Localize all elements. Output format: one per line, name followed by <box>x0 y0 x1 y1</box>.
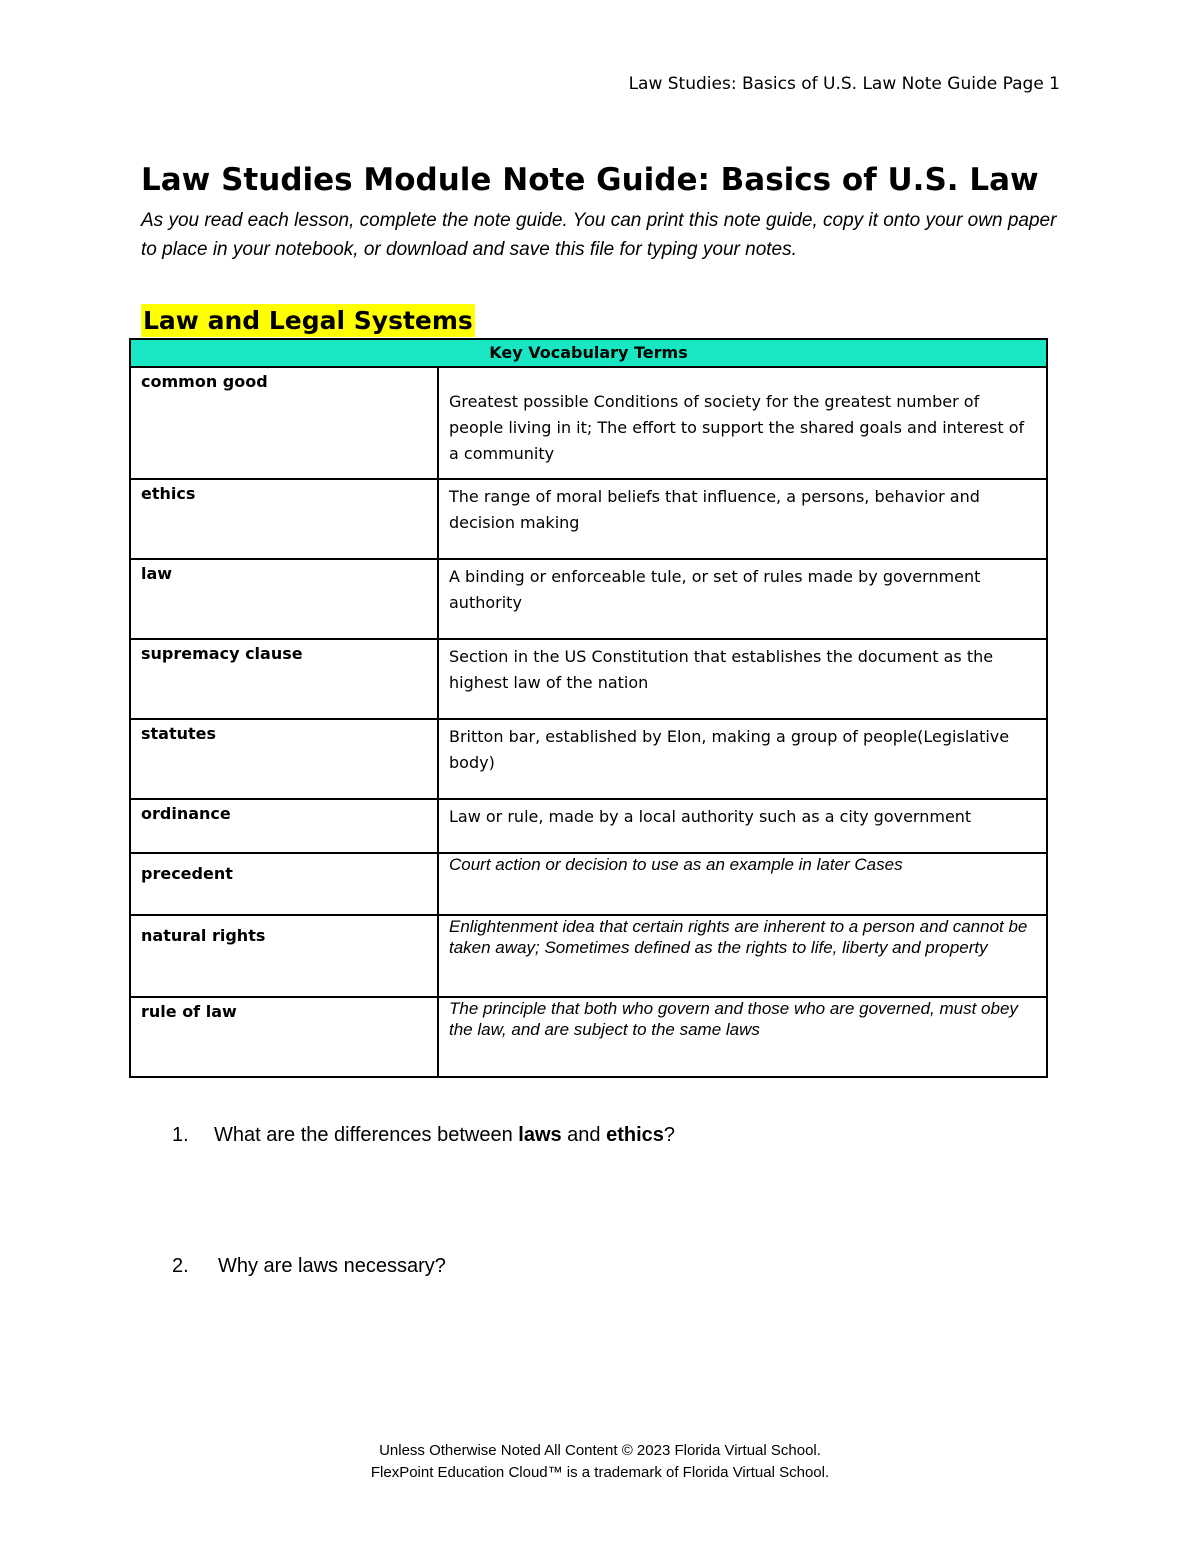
question-text: What are the differences between <box>214 1124 519 1146</box>
question-text: ? <box>663 1124 676 1146</box>
table-row <box>130 915 1047 997</box>
table-row <box>130 997 1047 1077</box>
definition-cell[interactable]: The principle that both who govern and those who are governed, must obey the law, and are subject to the same laws <box>438 997 1047 1077</box>
table-row <box>130 799 1047 853</box>
vocabulary-table <box>129 338 1048 1078</box>
table-row <box>130 367 1047 479</box>
term-cell: statutes <box>130 719 438 799</box>
term-cell: law <box>130 559 438 639</box>
term-cell: common good <box>130 367 438 479</box>
definition-cell[interactable]: Law or rule, made by a local authority such as a city government <box>438 799 1047 853</box>
term-cell: ordinance <box>130 799 438 853</box>
footer-trademark: FlexPoint Education Cloud™ is a trademark of Florida Virtual School. <box>370 1464 830 1481</box>
table-row <box>130 559 1047 639</box>
page-header: Law Studies: Basics of U.S. Law Note Guide Page 1 <box>628 74 1060 94</box>
definition-cell[interactable]: Court action or decision to use as an example in later Cases <box>438 853 1047 915</box>
table-row <box>130 639 1047 719</box>
document-title: Law Studies Module Note Guide: Basics of U.S. Law <box>141 162 1039 198</box>
footer-copyright: Unless Otherwise Noted All Content © 2023 Florida Virtual School. <box>379 1442 821 1459</box>
definition-cell[interactable]: Enlightenment idea that certain rights are inherent to a person and cannot be taken away; Sometimes defined as the rights to life, liberty and property <box>438 915 1047 997</box>
definition-cell[interactable]: Greatest possible Conditions of society for the greatest number of people living in it; The effort to support the shared goals and interest of a community <box>438 367 1047 479</box>
question-text: and <box>561 1124 607 1146</box>
section-heading: Law and Legal Systems <box>143 306 473 335</box>
definition-cell[interactable]: The range of moral beliefs that influence, a persons, behavior and decision making <box>438 479 1047 559</box>
table-header-row <box>130 339 1047 367</box>
question-text: Why are laws necessary? <box>218 1255 446 1277</box>
question-number: 1. <box>172 1124 189 1146</box>
table-row <box>130 853 1047 915</box>
question-item <box>172 1124 675 1147</box>
question-number: 2. <box>172 1255 189 1277</box>
term-cell: precedent <box>130 853 438 915</box>
intro-instructions: As you read each lesson, complete the note guide. You can print this note guide, copy it onto your own paper to place in your notebook, or download and save this file for typing your notes. <box>141 210 1057 260</box>
term-cell: ethics <box>130 479 438 559</box>
term-cell: rule of law <box>130 997 438 1077</box>
table-header: Key Vocabulary Terms <box>130 339 1047 367</box>
term-cell: supremacy clause <box>130 639 438 719</box>
table-row <box>130 479 1047 559</box>
footer <box>0 1440 1200 1484</box>
question-keyword: laws <box>518 1124 562 1146</box>
definition-cell[interactable]: A binding or enforceable tule, or set of rules made by government authority <box>438 559 1047 639</box>
definition-cell[interactable]: Britton bar, established by Elon, making a group of people(Legislative body) <box>438 719 1047 799</box>
definition-cell[interactable]: Section in the US Constitution that establishes the document as the highest law of the nation <box>438 639 1047 719</box>
question-item <box>172 1255 446 1278</box>
term-cell: natural rights <box>130 915 438 997</box>
table-row <box>130 719 1047 799</box>
question-keyword: ethics <box>606 1124 664 1146</box>
